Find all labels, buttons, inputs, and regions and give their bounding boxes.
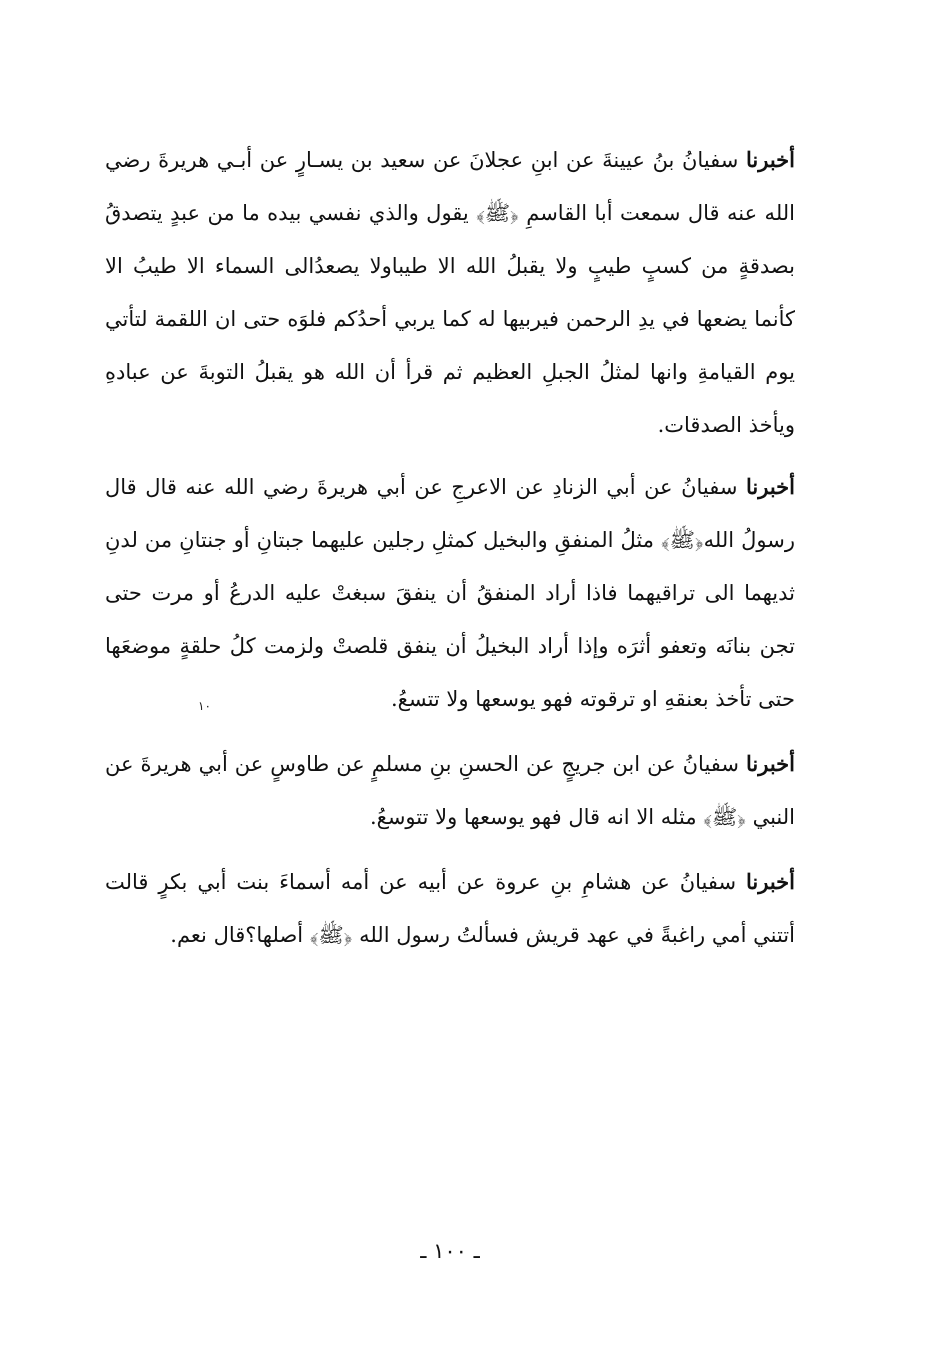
paragraph-opener: أخبرنا xyxy=(746,147,795,172)
hadith-paragraph-1 xyxy=(105,133,795,452)
paragraph-opener: أخبرنا xyxy=(746,474,795,499)
paragraph-opener: أخبرنا xyxy=(746,869,795,894)
paragraph-opener: أخبرنا xyxy=(746,751,795,776)
hadith-paragraph-4 xyxy=(105,855,795,962)
paragraph-text: سفيانُ بنُ عيينةَ عن ابنِ عجلانَ عن سعيد بن يسـارٍ عن أبـي هريرةَ رضي الله عنه قال سمعت أبا القاسمِ ﴿ﷺ﴾ يقول والذي نفسي بيده ما من عبدٍ يتصدقُ بصدقةٍ من كسبٍ طيبٍ ولا يقبلُ الله الا طيباولا يصعدُالى السماء الا طيبُ الا كأنما يضعها في يدِ الرحمن فيربيها له كما يربي أحدُكم فلوَه حتى ان اللقمة لتأتي يوم القيامةِ وانها لمثلُ الجبلِ العظيم ثم قرأ أن الله هو يقبلُ التوبةَ عن عبادهِ ويأخذ الصدقات. xyxy=(105,148,795,437)
paragraph-text: سفيانُ عن ابن جريجٍ عن الحسنِ بنِ مسلمٍ عن طاوسٍ عن أبي هريرةَ عن النبي ﴿ﷺ﴾ مثله الا انه قال فهو يوسعها ولا تتوسعُ. xyxy=(105,752,795,829)
page-number: ـ ١٠٠ ـ xyxy=(420,1239,480,1263)
hadith-paragraph-2 xyxy=(105,460,795,726)
hadith-paragraph-3 xyxy=(105,737,795,844)
paragraph-text: سفيانُ عن هشامِ بنِ عروة عن أبيه عن أمه أسماءَ بنت أبي بكرٍ قالت أتتني أمي راغبةً في عهد قريش فسألتُ رسول الله ﴿ﷺ﴾ أصلها؟قال نعم. xyxy=(105,870,795,947)
margin-mark: ١٠ xyxy=(198,699,211,713)
paragraph-text: سفيانُ عن أبي الزنادِ عن الاعرجِ عن أبي هريرةَ رضي الله عنه قال قال رسولُ الله﴿ﷺ﴾ مثلُ المنفقِ والبخيل كمثلِ رجلين عليهما جبتانِ أو جنتانِ من لدنِ ثديهما الى تراقيهما فاذا أراد المنفقُ أن ينفقَ سبغتْ عليه الدرعُ أو مرت حتى تجن بنانَه وتعفو أثرَه وإذا أراد البخيلُ أن ينفق قلصتْ ولزمت كلُ حلقةٍ موضعَها حتى تأخذ بعنقهِ او ترقوته فهو يوسعها ولا تتسعُ. xyxy=(105,475,795,711)
